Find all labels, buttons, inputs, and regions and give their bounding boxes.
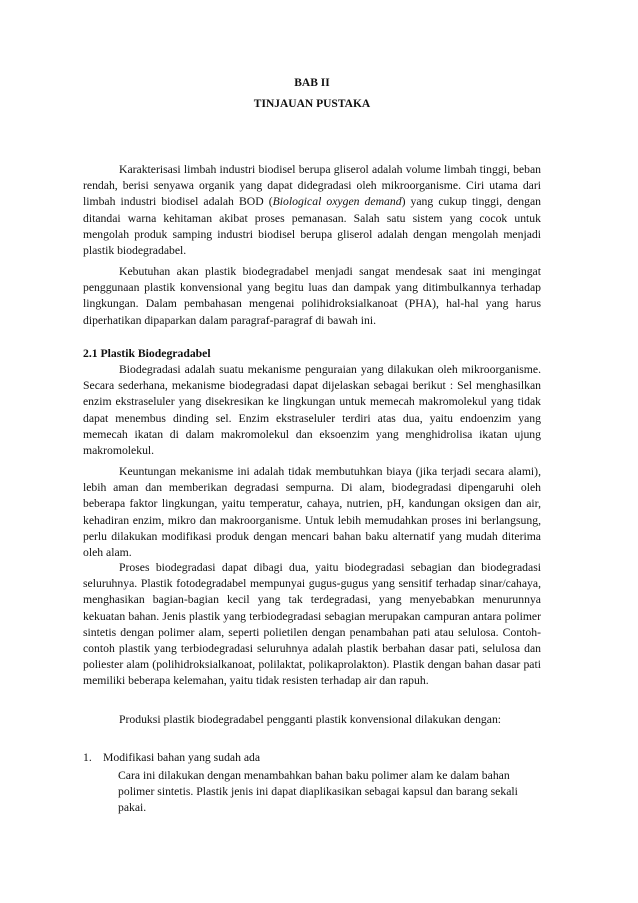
intro-paragraph-1: [83, 162, 541, 259]
section-paragraph-2: Keuntungan mekanisme ini adalah tidak membutuhkan biaya (jika terjadi secara alami), lebih aman dan memberikan degradasi sempurna. Di alam, biodegradasi dipengaruhi oleh beberapa faktor lingkungan, yaitu temperatur, cahaya, nutrien, pH, kandungan oksigen dan air, kehadiran enzim, mikro dan makroorganisme. Untuk lebih memudahkan proses ini berlangsung, perlu dilakukan modifikasi produk dengan mencari bahan baku alternatif yang mudah diterima oleh alam.: [83, 465, 541, 560]
section-paragraph-3: Proses biodegradasi dapat dibagi dua, yaitu biodegradasi sebagian dan biodegradasi seluruhnya. Plastik fotodegradabel mempunyai gugus-gugus yang sensitif terhadap sinar/cahaya, menghasikan bagian-bagian kecil yang tak terdegradasi, yang menyebabkan menurunnya kekuatan bahan. Jenis plastik yang terbiodegradasi sebagian merupakan campuran antara polimer sintetis dengan polimer alam, seperti polietilen dengan penambahan pati atau selulosa. Contoh-contoh plastik yang terbiodegradasi seluruhnya adalah plastik berbahan dasar pati, selulosa dan poliester alam (polihidroksialkanoat, polilaktat, polikaprolakton). Plastik dengan bahan dasar pati memiliki beberapa kelemahan, yaitu tidak resisten terhadap air dan rapuh.: [83, 561, 541, 688]
chapter-title: TINJAUAN PUSTAKA: [253, 98, 371, 110]
list-item-title: Modifikasi bahan yang sudah ada: [103, 751, 261, 764]
list-item: [83, 750, 260, 766]
intro-p1-text-a: Karakterisasi limbah industri biodisel berupa gliserol adalah volume limbah tinggi, beban rendah, berisi senyawa organik yang dapat didegradasi oleh mikroorganisme. Ciri utama dari limbah industri biodisel adalah BOD (: [83, 163, 541, 209]
intro-p1-italic-term: Biological oxygen demand: [272, 195, 402, 209]
section-paragraph-4: Produksi plastik biodegradabel pengganti plastik konvensional dilakukan dengan:: [119, 713, 502, 726]
list-item-number: 1.: [83, 751, 92, 764]
list-item-body: Cara ini dilakukan dengan menambahkan bahan baku polimer alam ke dalam bahan polimer sintetis. Plastik jenis ini dapat diaplikasikan sebagai kapsul dan barang sekali pakai.: [118, 769, 518, 815]
section-heading: 2.1 Plastik Biodegradabel: [83, 347, 211, 360]
chapter-number: BAB II: [294, 77, 330, 89]
intro-p1-text-b: ) yang cukup tinggi, dengan ditandai warna kehitaman akibat proses pemanasan. Salah satu sistem yang cocok untuk mengolah produk samping industri biodisel berupa gliserol adalah dengan mengolah menjadi plastik biodegradabel.: [83, 195, 541, 258]
intro-paragraph-2: Kebutuhan akan plastik biodegradabel menjadi sangat mendesak saat ini mengingat penggunaan plastik konvensional yang begitu luas dan dampak yang ditimbulkannya terhadap lingkungan. Dalam pembahasan mengenai polihidroksialkanoat (PHA), hal-hal yang harus diperhatikan dipaparkan dalam paragraf-paragraf di bawah ini.: [83, 265, 541, 327]
section-paragraph-1: Biodegradasi adalah suatu mekanisme penguraian yang dilakukan oleh mikroorganisme. Secara sederhana, mekanisme biodegradasi dapat dijelaskan sebagai berikut : Sel menghasilkan enzim ekstraseluler yang disekresikan ke lingkungan untuk memecah makromolekul yang tidak dapat menembus dinding sel. Enzim ekstraseluler terdiri atas dua, yaitu endoenzim yang memecah ikatan di dalam makromolekul dan eksoenzim yang menghidrolisa ikatan ujung makromolekul.: [83, 363, 541, 458]
